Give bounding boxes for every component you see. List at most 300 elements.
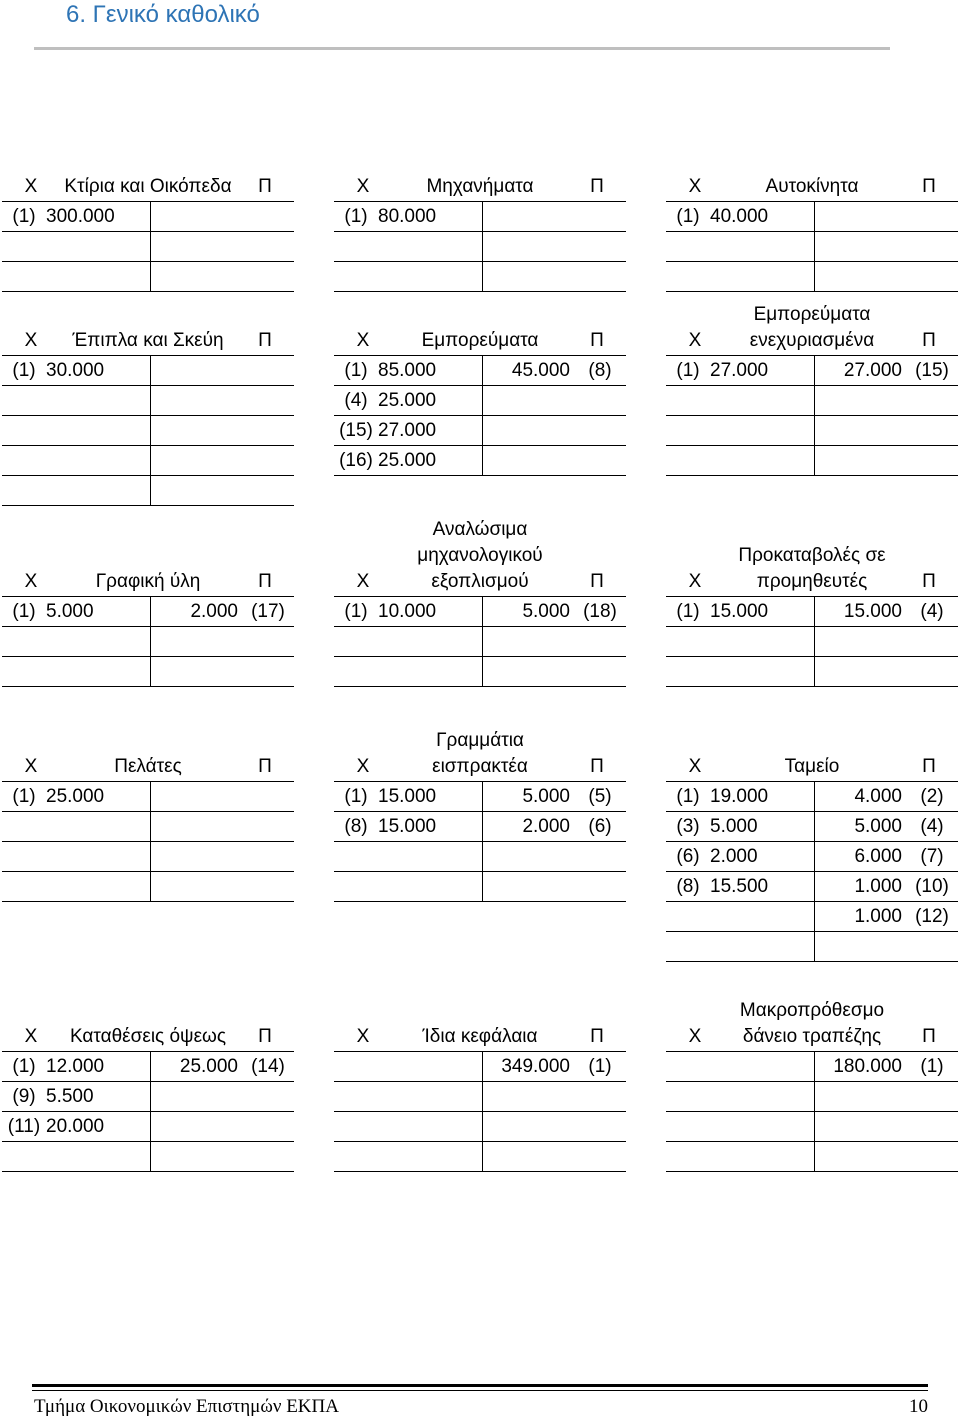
debit-amount bbox=[46, 386, 150, 415]
credit-ref bbox=[574, 416, 626, 445]
credit-ref: (1) bbox=[920, 1056, 944, 1077]
ledger-row bbox=[666, 932, 958, 962]
account-header bbox=[666, 142, 958, 202]
credit-amount bbox=[150, 1112, 242, 1141]
credit-ref bbox=[574, 1112, 626, 1141]
credit-amount bbox=[482, 416, 574, 445]
debit-ref bbox=[334, 262, 378, 291]
ledger-row bbox=[2, 416, 294, 446]
debit-amount bbox=[378, 842, 482, 871]
debit-ref bbox=[666, 902, 710, 931]
debit-ref bbox=[2, 386, 46, 415]
debit-amount bbox=[46, 842, 150, 871]
debit-ref bbox=[2, 1142, 46, 1171]
ledger-account bbox=[334, 722, 626, 902]
debit-amount: 25.000 bbox=[378, 390, 437, 411]
ledger-row bbox=[666, 782, 958, 812]
credit-amount bbox=[150, 627, 242, 656]
account-header bbox=[2, 992, 294, 1052]
ledger-row bbox=[666, 597, 958, 627]
credit-label: Π bbox=[590, 330, 604, 351]
debit-amount: 5.000 bbox=[46, 601, 94, 622]
ledger-account bbox=[666, 722, 958, 962]
debit-ref: (1) bbox=[12, 601, 36, 622]
credit-amount bbox=[150, 1082, 242, 1111]
ledger-account bbox=[666, 142, 958, 292]
ledger-account bbox=[666, 296, 958, 476]
debit-amount: 27.000 bbox=[378, 420, 437, 441]
debit-amount bbox=[378, 1142, 482, 1171]
credit-ref bbox=[906, 262, 958, 291]
credit-ref bbox=[906, 627, 958, 656]
credit-ref bbox=[574, 842, 626, 871]
credit-amount bbox=[150, 232, 242, 261]
debit-label: Χ bbox=[356, 571, 370, 592]
debit-ref bbox=[2, 416, 46, 445]
credit-amount bbox=[482, 202, 574, 231]
ledger-row bbox=[334, 232, 626, 262]
debit-label: Χ bbox=[688, 571, 702, 592]
credit-amount bbox=[150, 356, 242, 385]
credit-amount: 6.000 bbox=[854, 846, 902, 867]
account-name: Εμπορεύματα bbox=[421, 330, 539, 351]
ledger-row bbox=[666, 842, 958, 872]
debit-ref: (4) bbox=[344, 390, 368, 411]
credit-ref bbox=[242, 386, 294, 415]
credit-amount bbox=[150, 812, 242, 841]
credit-amount bbox=[150, 416, 242, 445]
debit-amount: 40.000 bbox=[710, 206, 769, 227]
debit-ref: (11) bbox=[7, 1116, 41, 1137]
debit-amount bbox=[710, 657, 814, 686]
credit-label: Π bbox=[590, 1026, 604, 1047]
ledger-row bbox=[334, 1082, 626, 1112]
credit-amount: 349.000 bbox=[501, 1056, 570, 1077]
debit-ref bbox=[334, 657, 378, 686]
debit-amount bbox=[46, 1142, 150, 1171]
ledger-row bbox=[334, 1142, 626, 1172]
footer-divider bbox=[32, 1384, 928, 1387]
ledger-row bbox=[334, 657, 626, 687]
credit-ref bbox=[242, 872, 294, 901]
debit-ref: (1) bbox=[12, 786, 36, 807]
credit-amount bbox=[482, 1112, 574, 1141]
ledger-row bbox=[2, 597, 294, 627]
ledger-account bbox=[334, 511, 626, 687]
credit-label: Π bbox=[590, 176, 604, 197]
debit-amount: 30.000 bbox=[46, 360, 105, 381]
credit-amount bbox=[150, 386, 242, 415]
credit-amount bbox=[482, 262, 574, 291]
credit-amount bbox=[150, 262, 242, 291]
debit-amount bbox=[710, 386, 814, 415]
debit-amount: 300.000 bbox=[46, 206, 115, 227]
credit-amount: 15.000 bbox=[843, 601, 902, 622]
credit-label: Π bbox=[258, 1026, 272, 1047]
ledger-account bbox=[334, 992, 626, 1172]
debit-amount bbox=[378, 1112, 482, 1141]
debit-amount: 20.000 bbox=[46, 1116, 105, 1137]
ledger-row bbox=[666, 1082, 958, 1112]
credit-amount bbox=[814, 416, 906, 445]
credit-amount bbox=[482, 386, 574, 415]
ledger-account bbox=[334, 296, 626, 476]
ledger-account bbox=[666, 992, 958, 1172]
debit-amount: 5.500 bbox=[46, 1086, 94, 1107]
debit-amount: 25.000 bbox=[378, 450, 437, 471]
account-entries bbox=[334, 356, 626, 476]
credit-ref bbox=[242, 476, 294, 505]
debit-amount bbox=[710, 932, 814, 961]
credit-ref bbox=[906, 386, 958, 415]
account-entries bbox=[666, 202, 958, 292]
credit-label: Π bbox=[590, 571, 604, 592]
credit-ref bbox=[242, 356, 294, 385]
debit-ref bbox=[334, 1112, 378, 1141]
debit-ref bbox=[666, 446, 710, 475]
debit-ref: (1) bbox=[676, 360, 700, 381]
account-name: Μακροπρόθεσμο δάνειο τραπέζης bbox=[739, 1000, 885, 1047]
account-name: Αναλώσιμα μηχανολογικού εξοπλισμού bbox=[417, 519, 543, 592]
account-name: Προκαταβολές σε προμηθευτές bbox=[738, 545, 886, 592]
account-name: Ίδια κεφάλαια bbox=[422, 1026, 538, 1047]
ledger-row bbox=[2, 262, 294, 292]
credit-label: Π bbox=[258, 176, 272, 197]
ledger-account bbox=[2, 296, 294, 506]
debit-label: Χ bbox=[24, 330, 38, 351]
debit-ref bbox=[2, 232, 46, 261]
debit-label: Χ bbox=[24, 571, 38, 592]
debit-amount bbox=[46, 657, 150, 686]
debit-ref bbox=[334, 1052, 378, 1081]
debit-amount: 15.500 bbox=[710, 876, 769, 897]
debit-label: Χ bbox=[688, 176, 702, 197]
credit-amount: 5.000 bbox=[522, 601, 570, 622]
credit-ref: (15) bbox=[915, 360, 949, 381]
credit-amount: 5.000 bbox=[522, 786, 570, 807]
account-header bbox=[334, 296, 626, 356]
credit-amount: 45.000 bbox=[511, 360, 570, 381]
ledger-row bbox=[2, 1052, 294, 1082]
credit-ref bbox=[574, 386, 626, 415]
debit-ref: (1) bbox=[12, 360, 36, 381]
credit-ref bbox=[574, 232, 626, 261]
credit-ref bbox=[574, 627, 626, 656]
ledger-row bbox=[2, 202, 294, 232]
debit-label: Χ bbox=[688, 1026, 702, 1047]
debit-amount bbox=[46, 812, 150, 841]
debit-ref: (1) bbox=[676, 206, 700, 227]
credit-amount bbox=[150, 782, 242, 811]
debit-amount bbox=[710, 416, 814, 445]
ledger-row bbox=[666, 812, 958, 842]
account-name: Εμπορεύματα ενεχυριασμένα bbox=[749, 304, 875, 351]
ledger-row bbox=[666, 232, 958, 262]
ledger-row bbox=[666, 202, 958, 232]
ledger-row bbox=[334, 386, 626, 416]
debit-ref bbox=[666, 1142, 710, 1171]
ledger-row bbox=[334, 872, 626, 902]
credit-amount bbox=[482, 1082, 574, 1111]
credit-label: Π bbox=[258, 330, 272, 351]
debit-ref bbox=[666, 1052, 710, 1081]
account-entries bbox=[2, 356, 294, 506]
ledger-row bbox=[666, 356, 958, 386]
credit-amount: 2.000 bbox=[522, 816, 570, 837]
debit-ref: (1) bbox=[344, 206, 368, 227]
credit-ref bbox=[574, 872, 626, 901]
debit-amount bbox=[46, 262, 150, 291]
debit-amount bbox=[378, 657, 482, 686]
account-header bbox=[2, 511, 294, 597]
ledger-account bbox=[2, 142, 294, 292]
ledger-row bbox=[2, 1142, 294, 1172]
credit-amount bbox=[150, 872, 242, 901]
footer-department: Τμήμα Οικονομικών Επιστημών ΕΚΠΑ bbox=[34, 1396, 339, 1417]
credit-ref bbox=[906, 1082, 958, 1111]
ledger-account bbox=[2, 722, 294, 902]
account-name: Αυτοκίνητα bbox=[765, 176, 859, 197]
credit-amount: 5.000 bbox=[854, 816, 902, 837]
account-entries bbox=[666, 1052, 958, 1172]
debit-ref bbox=[334, 232, 378, 261]
ledger-row bbox=[666, 902, 958, 932]
debit-ref bbox=[2, 627, 46, 656]
account-header bbox=[2, 142, 294, 202]
debit-amount bbox=[378, 872, 482, 901]
credit-label: Π bbox=[590, 756, 604, 777]
credit-ref bbox=[242, 657, 294, 686]
credit-ref bbox=[574, 1082, 626, 1111]
debit-ref: (16) bbox=[339, 450, 373, 471]
ledger-row bbox=[2, 446, 294, 476]
debit-label: Χ bbox=[24, 176, 38, 197]
debit-amount: 15.000 bbox=[378, 816, 437, 837]
account-entries bbox=[666, 597, 958, 687]
credit-amount bbox=[150, 476, 242, 505]
account-entries bbox=[666, 356, 958, 476]
ledger-row bbox=[334, 446, 626, 476]
credit-ref: (6) bbox=[588, 816, 612, 837]
credit-amount: 4.000 bbox=[854, 786, 902, 807]
ledger-account bbox=[2, 992, 294, 1172]
debit-label: Χ bbox=[356, 1026, 370, 1047]
debit-ref bbox=[666, 932, 710, 961]
debit-amount bbox=[46, 476, 150, 505]
debit-ref bbox=[334, 842, 378, 871]
credit-ref: (8) bbox=[588, 360, 612, 381]
debit-amount bbox=[710, 902, 814, 931]
credit-ref bbox=[574, 657, 626, 686]
debit-amount: 12.000 bbox=[46, 1056, 105, 1077]
ledger-account bbox=[334, 142, 626, 292]
debit-label: Χ bbox=[24, 1026, 38, 1047]
credit-amount bbox=[482, 872, 574, 901]
credit-ref: (2) bbox=[920, 786, 944, 807]
debit-amount: 80.000 bbox=[378, 206, 437, 227]
ledger-row bbox=[666, 627, 958, 657]
account-header bbox=[334, 142, 626, 202]
debit-ref: (3) bbox=[676, 816, 700, 837]
debit-amount: 10.000 bbox=[378, 601, 437, 622]
credit-ref: (17) bbox=[251, 601, 285, 622]
debit-amount bbox=[46, 446, 150, 475]
credit-amount: 180.000 bbox=[833, 1056, 902, 1077]
debit-ref: (1) bbox=[344, 360, 368, 381]
ledger-row bbox=[2, 657, 294, 687]
credit-amount bbox=[814, 1112, 906, 1141]
account-name: Ταμείο bbox=[784, 756, 840, 777]
credit-ref bbox=[242, 812, 294, 841]
debit-amount bbox=[46, 232, 150, 261]
credit-ref bbox=[906, 202, 958, 231]
debit-ref: (1) bbox=[676, 786, 700, 807]
debit-ref bbox=[334, 1142, 378, 1171]
account-entries bbox=[2, 202, 294, 292]
ledger-row bbox=[2, 232, 294, 262]
ledger-row bbox=[2, 1112, 294, 1142]
credit-label: Π bbox=[922, 176, 936, 197]
account-header bbox=[334, 722, 626, 782]
page-title: 6. Γενικό καθολικό bbox=[66, 1, 260, 28]
ledger-row bbox=[2, 627, 294, 657]
debit-amount: 19.000 bbox=[710, 786, 769, 807]
account-entries bbox=[2, 1052, 294, 1172]
credit-ref bbox=[906, 1112, 958, 1141]
credit-amount bbox=[482, 1142, 574, 1171]
account-header bbox=[666, 722, 958, 782]
page-number: 10 bbox=[909, 1396, 928, 1417]
account-name: Γραφική ύλη bbox=[95, 571, 201, 592]
credit-ref: (18) bbox=[583, 601, 617, 622]
account-header bbox=[666, 296, 958, 356]
credit-amount bbox=[482, 842, 574, 871]
credit-amount bbox=[814, 627, 906, 656]
ledger-row bbox=[334, 597, 626, 627]
credit-amount bbox=[814, 932, 906, 961]
ledger-row bbox=[2, 476, 294, 506]
ledger-row bbox=[666, 386, 958, 416]
credit-amount bbox=[482, 627, 574, 656]
credit-ref bbox=[906, 932, 958, 961]
credit-amount bbox=[814, 1082, 906, 1111]
debit-ref bbox=[334, 627, 378, 656]
debit-label: Χ bbox=[688, 330, 702, 351]
credit-label: Π bbox=[922, 756, 936, 777]
credit-label: Π bbox=[922, 571, 936, 592]
debit-ref bbox=[666, 386, 710, 415]
credit-ref bbox=[574, 1142, 626, 1171]
credit-ref: (12) bbox=[915, 906, 949, 927]
ledger-row bbox=[334, 1112, 626, 1142]
ledger-row bbox=[666, 1052, 958, 1082]
debit-ref bbox=[666, 1112, 710, 1141]
debit-amount bbox=[710, 1052, 814, 1081]
debit-ref bbox=[2, 812, 46, 841]
debit-ref: (6) bbox=[676, 846, 700, 867]
debit-ref bbox=[666, 657, 710, 686]
credit-ref: (14) bbox=[251, 1056, 285, 1077]
credit-label: Π bbox=[922, 330, 936, 351]
debit-amount bbox=[46, 416, 150, 445]
ledger-row bbox=[334, 202, 626, 232]
credit-label: Π bbox=[258, 571, 272, 592]
debit-ref bbox=[666, 1082, 710, 1111]
credit-ref bbox=[242, 1112, 294, 1141]
debit-ref bbox=[2, 476, 46, 505]
credit-ref: (10) bbox=[915, 876, 949, 897]
credit-ref bbox=[906, 416, 958, 445]
debit-ref bbox=[2, 842, 46, 871]
credit-amount bbox=[150, 842, 242, 871]
ledger-row bbox=[666, 872, 958, 902]
account-header bbox=[2, 722, 294, 782]
debit-ref bbox=[334, 1082, 378, 1111]
account-name: Μηχανήματα bbox=[426, 176, 534, 197]
ledger-account bbox=[2, 511, 294, 687]
account-entries bbox=[334, 597, 626, 687]
account-entries bbox=[666, 782, 958, 962]
account-header bbox=[666, 511, 958, 597]
debit-amount bbox=[378, 1082, 482, 1111]
credit-ref: (1) bbox=[588, 1056, 612, 1077]
debit-ref bbox=[2, 657, 46, 686]
debit-ref: (1) bbox=[12, 1056, 36, 1077]
debit-ref bbox=[666, 232, 710, 261]
account-entries bbox=[334, 782, 626, 902]
debit-ref: (1) bbox=[344, 601, 368, 622]
ledger-row bbox=[334, 842, 626, 872]
account-header bbox=[666, 992, 958, 1052]
debit-label: Χ bbox=[356, 756, 370, 777]
debit-ref: (15) bbox=[339, 420, 373, 441]
credit-amount bbox=[814, 446, 906, 475]
credit-ref bbox=[242, 202, 294, 231]
credit-ref bbox=[242, 262, 294, 291]
credit-ref bbox=[906, 1142, 958, 1171]
ledger-row bbox=[334, 416, 626, 446]
credit-amount bbox=[150, 657, 242, 686]
credit-amount: 1.000 bbox=[854, 906, 902, 927]
debit-amount bbox=[710, 446, 814, 475]
account-name: Καταθέσεις όψεως bbox=[69, 1026, 227, 1047]
credit-amount bbox=[814, 262, 906, 291]
account-entries bbox=[334, 1052, 626, 1172]
debit-amount bbox=[710, 1082, 814, 1111]
ledger-row bbox=[2, 1082, 294, 1112]
debit-ref bbox=[2, 446, 46, 475]
debit-ref: (1) bbox=[676, 601, 700, 622]
debit-amount bbox=[710, 232, 814, 261]
credit-amount bbox=[814, 232, 906, 261]
debit-ref: (8) bbox=[344, 816, 368, 837]
debit-ref bbox=[334, 872, 378, 901]
ledger-row bbox=[334, 627, 626, 657]
credit-amount bbox=[814, 202, 906, 231]
debit-amount bbox=[710, 627, 814, 656]
credit-ref: (4) bbox=[920, 601, 944, 622]
credit-ref bbox=[242, 416, 294, 445]
account-name: Πελάτες bbox=[114, 756, 182, 777]
credit-label: Π bbox=[258, 756, 272, 777]
debit-amount bbox=[710, 1112, 814, 1141]
debit-ref: (8) bbox=[676, 876, 700, 897]
credit-amount bbox=[482, 446, 574, 475]
credit-amount: 1.000 bbox=[854, 876, 902, 897]
title-divider bbox=[34, 47, 890, 50]
ledger-row bbox=[2, 356, 294, 386]
credit-ref: (5) bbox=[588, 786, 612, 807]
